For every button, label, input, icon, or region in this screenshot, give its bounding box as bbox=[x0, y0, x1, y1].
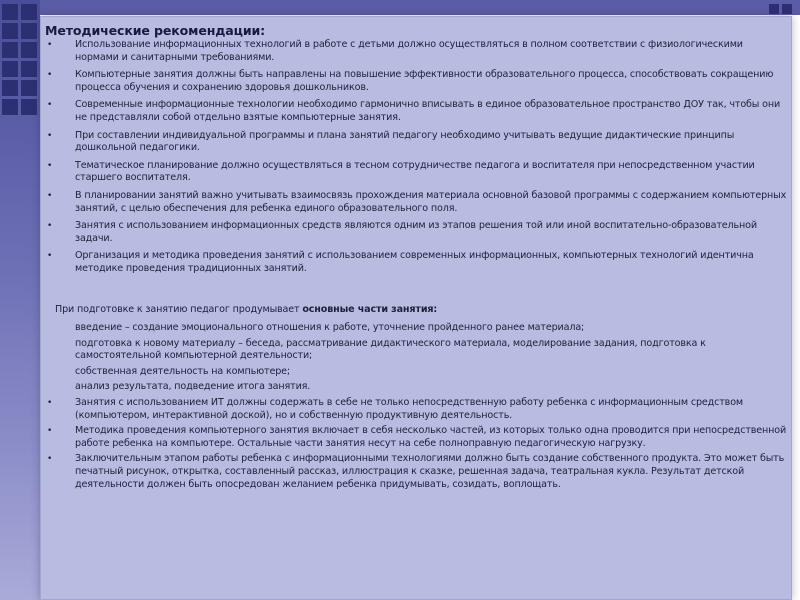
list-item-text: При составлении индивидуальной программы и плана занятий педагогу необходимо учитывать ведущие дидактические принципы дошкольной педагогики. bbox=[75, 129, 735, 154]
list-item bbox=[45, 39, 789, 64]
list-item bbox=[45, 397, 789, 422]
left-decor-band bbox=[0, 0, 40, 600]
bullet-icon: • bbox=[47, 398, 53, 409]
list-item-text: анализ результата, подведение итога занятия. bbox=[75, 381, 311, 393]
list-item bbox=[45, 69, 789, 94]
list-item-text: Занятия с использованием ИТ должны содержать в себе не только непосредственную работу ребенка с информационным средством (компьютером, интерактивной доской), но и собственную продуктивную деятельность. bbox=[75, 397, 743, 421]
list-item bbox=[45, 381, 789, 394]
bullet-icon: • bbox=[47, 100, 53, 111]
list-item-text: Методика проведения компьютерного занятия включает в себя несколько частей, из которых только одна проводится при непосредственной работе ребенка на компьютере. Остальные части занятия несут на себе полноправную педагогическую нагрузку. bbox=[75, 425, 787, 449]
bullet-icon: • bbox=[47, 251, 53, 262]
list-item-text: Компьютерные занятия должны быть направлены на повышение эффективности образовательного процесса, способствовать сокращению процесса обучения и сохранению здоровья дошкольников. bbox=[75, 69, 774, 93]
list-item bbox=[45, 220, 789, 245]
list-item bbox=[45, 425, 789, 450]
list-item bbox=[45, 453, 789, 491]
bullet-icon: • bbox=[47, 190, 53, 201]
bullet-icon: • bbox=[47, 70, 53, 81]
list-item-text: введение – создание эмоционального отношения к работе, уточнение пройденного ранее материала; bbox=[75, 322, 585, 334]
list-item bbox=[45, 322, 789, 335]
list-item bbox=[45, 250, 789, 275]
decor-squares bbox=[2, 4, 37, 115]
list-item-text: Занятия с использованием информационных средств являются одним из этапов решения той или иной воспитательно-образовательной задачи. bbox=[75, 220, 757, 244]
list-item-text: Тематическое планирование должно осуществляться в тесном сотрудничестве педагога и воспитателя при непосредственном участии старшего воспитателя. bbox=[75, 159, 755, 184]
list-item-text: Заключительным этапом работы ребенка с информационными технологиями должно быть создание собственного продукта. Это может быть печатный рисунок, открытка, составленный рассказ, иллюстрация к сказке, решенная задача, театральная кукла. Результат детской деятельности должен быть опосредован желанием ребенка придумывать, созидать, воплощать. bbox=[75, 453, 785, 490]
list-item bbox=[45, 160, 789, 185]
list-item-text: В планировании занятий важно учитывать взаимосвязь прохождения материала основной базовой программы с содержанием компьютерных занятий, с целью обеспечения для ребенка единого образовательного поля. bbox=[75, 189, 787, 214]
recommendations-list bbox=[45, 39, 789, 276]
lesson-parts-intro bbox=[45, 304, 789, 317]
list-item bbox=[45, 338, 789, 363]
list-item-text: подготовка к новому материалу – беседа, рассматривание дидактического материала, моделирование задания, подготовка к самостоятельной компьютерной деятельности; bbox=[75, 337, 706, 362]
content-panel bbox=[40, 16, 792, 600]
slide-heading: Методические рекомендации: bbox=[45, 23, 266, 38]
intro-text: При подготовке к занятию педагог продумывает bbox=[55, 303, 303, 315]
bullet-icon: • bbox=[47, 130, 53, 141]
list-item bbox=[45, 366, 789, 379]
bullet-icon: • bbox=[47, 454, 53, 465]
list-item bbox=[45, 190, 789, 215]
top-decor-band bbox=[0, 0, 800, 15]
bullet-icon: • bbox=[47, 160, 53, 171]
list-item bbox=[45, 99, 789, 124]
lesson-parts-list bbox=[45, 322, 789, 491]
list-item bbox=[45, 130, 789, 155]
slide-content bbox=[45, 23, 789, 494]
bullet-icon: • bbox=[47, 40, 53, 50]
list-item-text: собственная деятельность на компьютере; bbox=[75, 365, 290, 377]
intro-bold-text: основные части занятия: bbox=[302, 303, 438, 315]
bullet-icon: • bbox=[47, 426, 53, 437]
list-item-text: Использование информационных технологий в работе с детьми должно осуществляться в полном соответствии с физиологическими нормами и санитарными требованиями. bbox=[75, 39, 743, 63]
list-item-text: Современные информационные технологии необходимо гармонично вписывать в единое образовательное пространство ДОУ так, чтобы они не представляли собой отдельно взятые компьютерные занятия. bbox=[75, 99, 781, 123]
list-item-text: Организация и методика проведения занятий с использованием современных информационных, компьютерных технологий идентична методике проведения традиционных занятий. bbox=[75, 250, 754, 274]
bullet-icon: • bbox=[47, 221, 53, 232]
